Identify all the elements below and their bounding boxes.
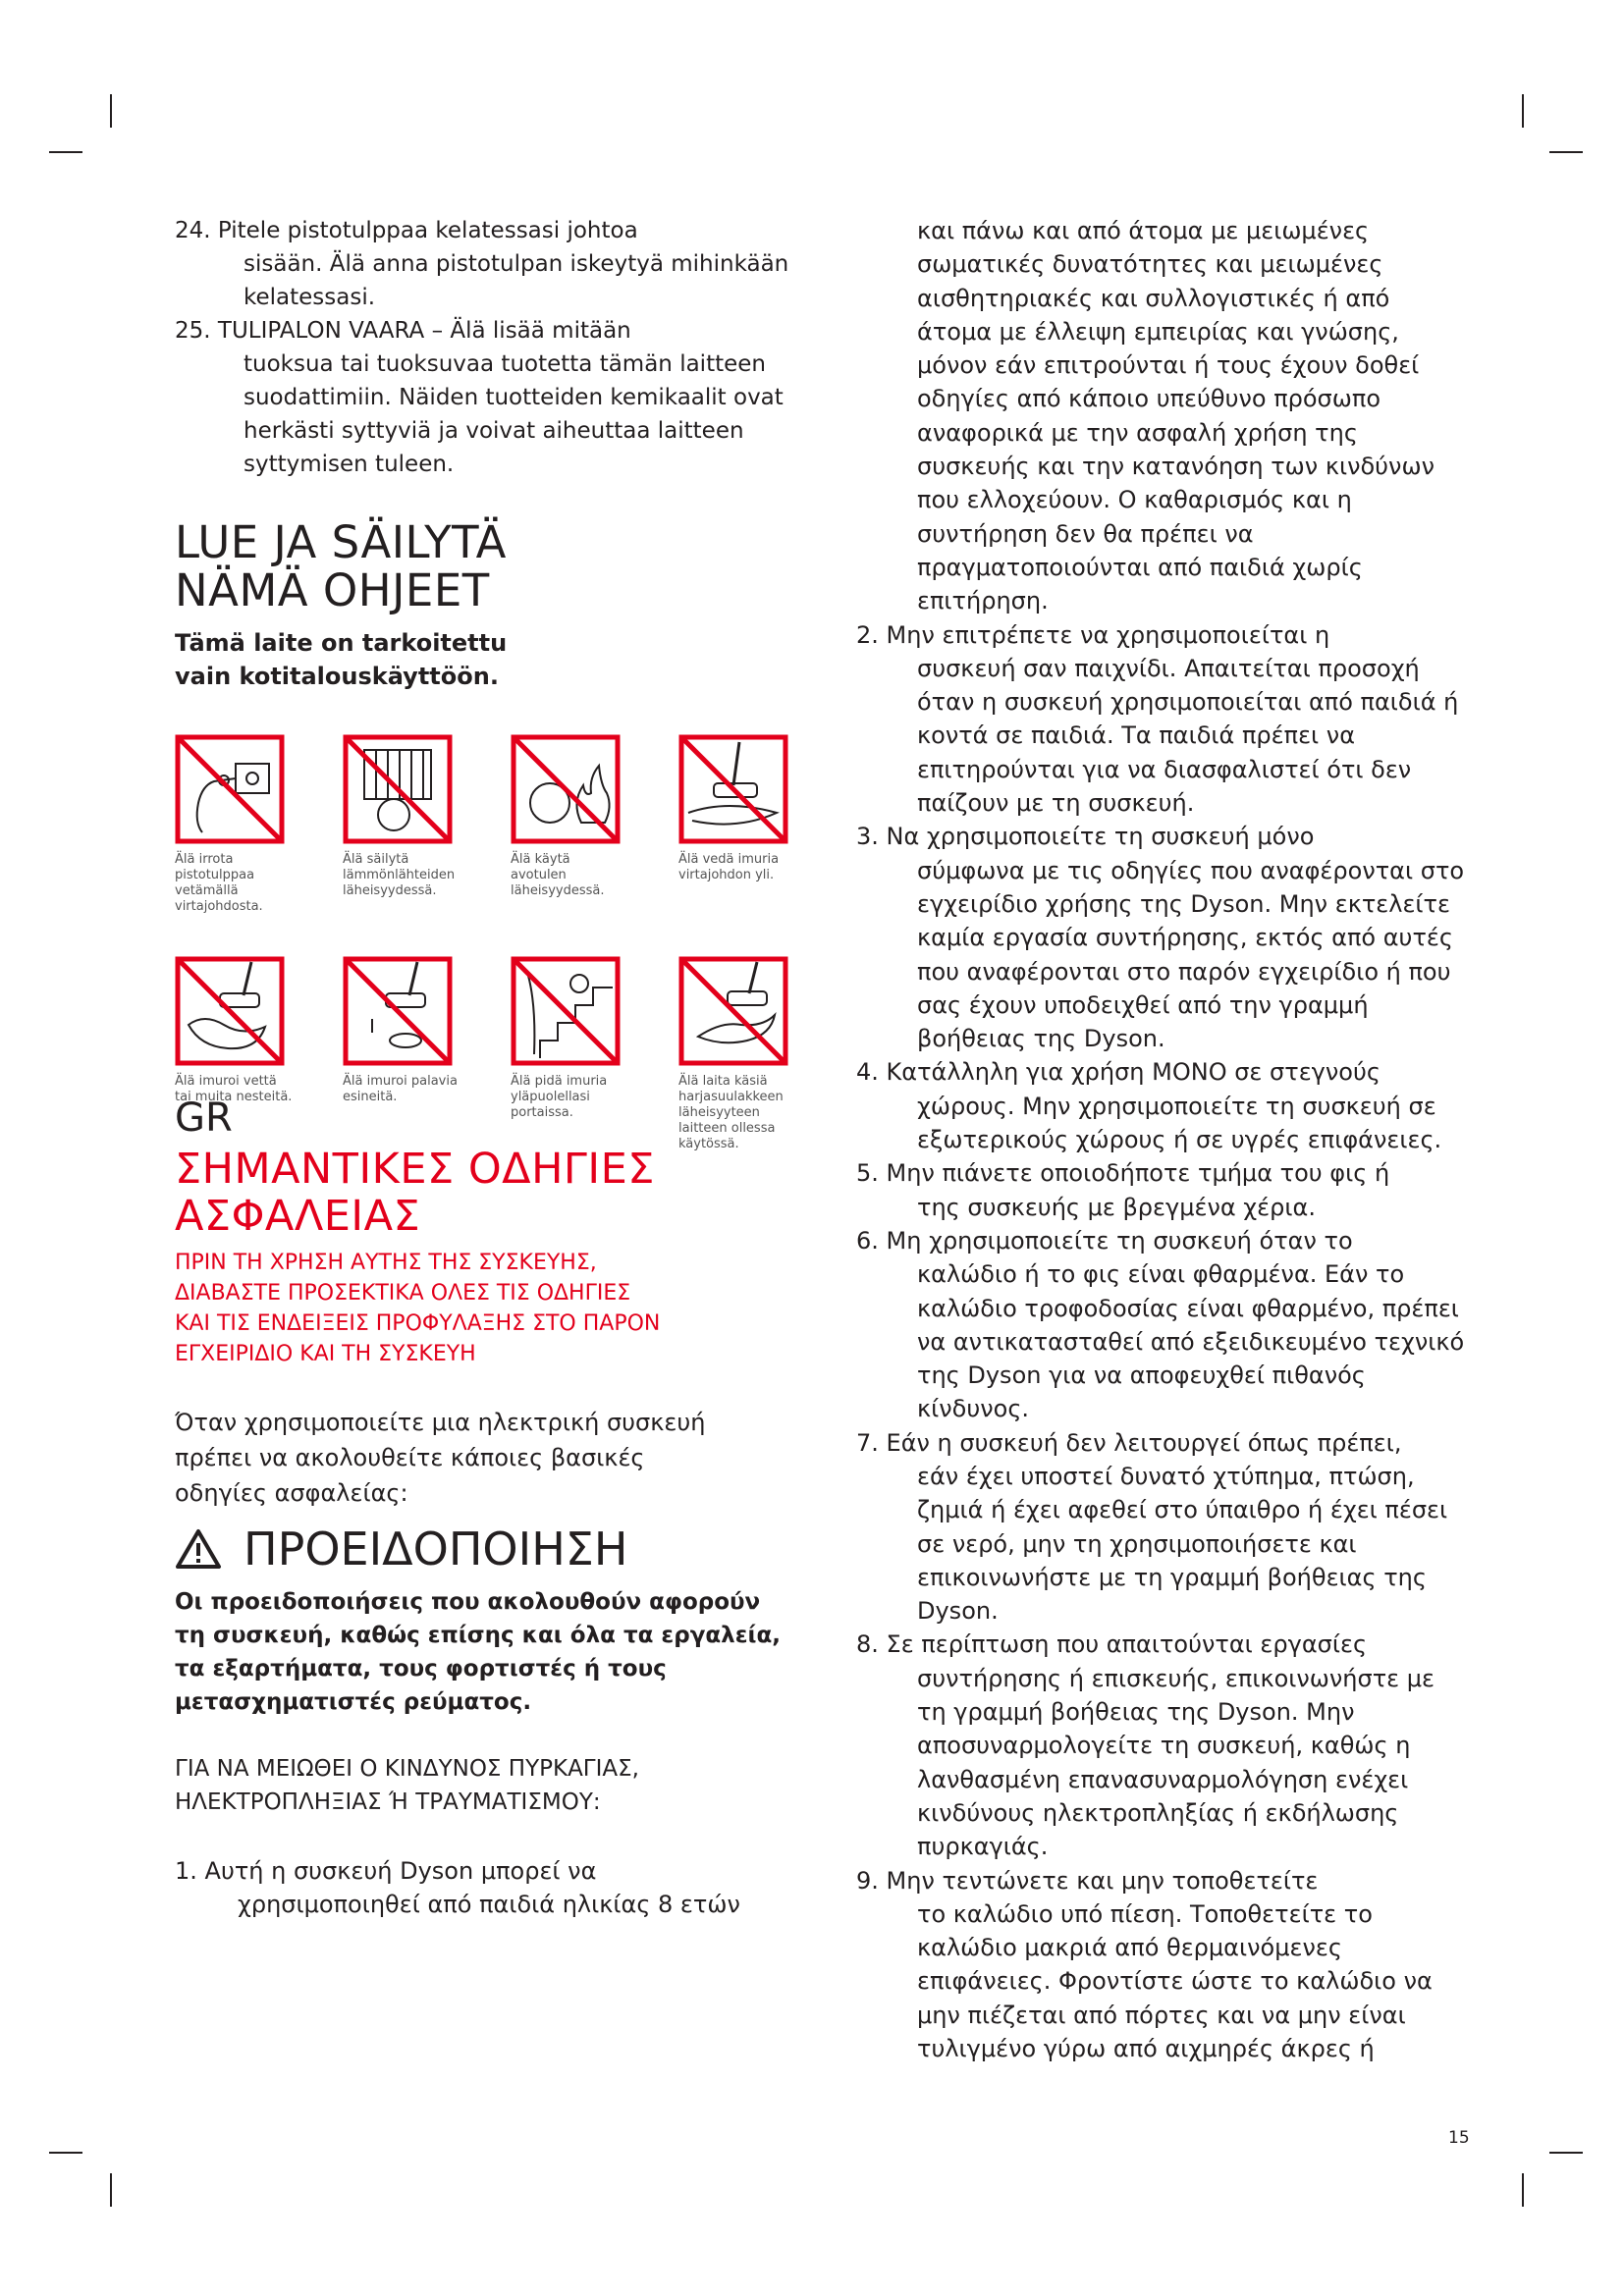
greek-intro <box>175 1405 803 1511</box>
finnish-title <box>175 518 803 614</box>
intro-line: οδηγίες ασφαλείας: <box>175 1479 408 1507</box>
crop-mark <box>1549 2152 1583 2154</box>
item-continuation: χρησιμοποιηθεί από παιδιά ηλικίας 8 ετών <box>238 1891 740 1919</box>
item-continuation: της συσκευής με βρεγμένα χέρια. <box>917 1193 1316 1221</box>
no-open-flame-icon <box>511 734 621 844</box>
item-first-line: 6. Μη χρησιμοποιείτε τη συσκευή όταν το <box>856 1226 1353 1255</box>
pictogram-caption: Älä käytä avotulen läheisyydessä. <box>511 852 605 898</box>
item-first-line: 8. Σε περίπτωση που απαιτούνται εργασίες <box>856 1630 1368 1659</box>
crop-mark <box>110 94 112 128</box>
no-liquids-icon <box>175 956 285 1066</box>
warning-line: τη συσκευή, καθώς επίσης και όλα τα εργαλεία, <box>175 1623 782 1648</box>
warning-line: τα εξαρτήματα, τους φορτιστές ή τους <box>175 1656 667 1682</box>
item-first-line: 7. Εάν η συσκευή δεν λειτουργεί όπως πρέπει, <box>856 1428 1402 1457</box>
greek-item <box>856 820 1465 1055</box>
item-first-line: 4. Κατάλληλη για χρήση ΜΟΝΟ σε στεγνούς <box>856 1058 1380 1087</box>
item-continuation: το καλώδιο υπό πίεση. Τοποθετείτε το καλώδιο μακριά από θερμαινόμενες επιφάνειες. Φροντίστε ώστε το καλώδιο να μην πιέζεται από πόρτες και να μην είναι τυλιγμένο γύρω από αιχμηρές άκρες ή <box>917 1899 1433 2063</box>
item-continuation: σύμφωνα με τις οδηγίες που αναφέρονται στο εγχειρίδιο χρήσης της Dyson. Μην εκτελείτε καμία εργασία συντήρησης, εκτός από αυτές που αναφέρονται στο παρόν εγχειρίδιο ή που σας έχουν υποδειχθεί από την γραμμή βοήθειας της Dyson. <box>917 856 1465 1053</box>
item-continuation: καλώδιο ή το φις είναι φθαρμένα. Εάν το καλώδιο τροφοδοσίας είναι φθαρμένο, πρέπει να αντικατασταθεί από εξειδικευμένο τεχνικό της Dyson για να αποφευχθεί πιθανός κίνδυνος. <box>917 1260 1465 1423</box>
title-line: ΣΗΜΑΝΤΙΚΕΣ ΟΔΗΓΙΕΣ <box>175 1145 655 1194</box>
pictogram-cord <box>678 734 846 956</box>
pictogram-stairs <box>511 956 678 1120</box>
pictogram-caption: Älä säilytä lämmönlähteiden läheisyydessä. <box>343 852 456 898</box>
item-continuation: χώρους. Μην χρησιμοποιείτε τη συσκευή σε εξωτερικούς χώρους ή σε υγρές επιφάνειες. <box>917 1092 1442 1154</box>
greek-item-1 <box>175 1854 803 1922</box>
greek-item <box>856 1426 1465 1629</box>
subtitle-line: ΠΡΙΝ ΤΗ ΧΡΗΣΗ ΑΥΤΗΣ ΤΗΣ ΣΥΣΚΕΥΗΣ, <box>175 1251 597 1275</box>
warning-line: μετασχηματιστές ρεύματος. <box>175 1689 532 1715</box>
left-column <box>175 214 803 1922</box>
title-line: ΑΣΦΑΛΕΙΑΣ <box>175 1192 421 1241</box>
pictogram-caption: Älä laita käsiä harjasuulakkeen läheisyyteen laitteen ollessa käytössä. <box>678 1074 784 1151</box>
intro-line: πρέπει να ακολουθείτε κάποιες βασικές <box>175 1444 645 1471</box>
right-column <box>856 214 1465 2065</box>
item-first-line: 24. Pitele pistotulppaa kelatessasi johtoa <box>175 218 638 243</box>
item-continuation: tuoksua tai tuoksuvaa tuotetta tämän laitteen suodattimiin. Näiden tuotteiden kemikaalit ovat herkästi syttyviä ja voivat aiheuttaa laitteen syttymisen tuleen. <box>244 351 784 477</box>
greek-items-list <box>856 618 1465 2066</box>
no-pull-cord-icon <box>175 734 285 844</box>
title-line: LUE JA SÄILYTÄ <box>175 516 507 568</box>
item-continuation: sisään. Älä anna pistotulpan iskeytyä mihinkään kelatessasi. <box>244 251 789 310</box>
item-first-line: 1. Αυτή η συσκευή Dyson μπορεί να <box>175 1857 597 1885</box>
warning-line: Οι προειδοποιήσεις που ακολουθούν αφορούν <box>175 1589 761 1615</box>
no-hands-near-brush-icon <box>678 956 788 1066</box>
pictogram-water <box>175 956 343 1104</box>
pictogram-caption: Älä pidä imuria yläpuolellasi portaissa. <box>511 1074 608 1120</box>
greek-item <box>856 1156 1465 1224</box>
pictogram-fire <box>511 734 678 956</box>
pictogram-caption: Älä imuroi palavia esineitä. <box>343 1074 458 1104</box>
finnish-item-25 <box>175 314 803 481</box>
greek-title <box>175 1146 803 1240</box>
pictogram-caption: Älä vedä imuria virtajohdon yli. <box>678 852 780 882</box>
no-run-over-cord-icon <box>678 734 788 844</box>
greek-item <box>856 1224 1465 1426</box>
pictogram-unplug <box>175 734 343 956</box>
crop-mark <box>1522 2173 1524 2207</box>
language-code: GR <box>175 1095 233 1141</box>
risk-heading <box>175 1752 803 1819</box>
finnish-item-24 <box>175 214 803 314</box>
pictogram-heat <box>343 734 511 956</box>
crop-mark <box>49 151 82 153</box>
subtitle-line: ΕΓΧΕΙΡΙΔΙΟ ΚΑΙ ΤΗ ΣΥΣΚΕΥΗ <box>175 1342 476 1366</box>
subtitle-line: ΔΙΑΒΑΣΤΕ ΠΡΟΣΕΚΤΙΚΑ ΟΛΕΣ ΤΙΣ ΟΔΗΓΙΕΣ <box>175 1281 631 1306</box>
item-first-line: 2. Μην επιτρέπετε να χρησιμοποιείται η <box>856 620 1330 649</box>
title-line: NÄMÄ OHJEET <box>175 564 490 616</box>
greek-item-1-continued <box>856 214 1465 618</box>
heading-line: ΓΙΑ ΝΑ ΜΕΙΩΘΕΙ Ο ΚΙΝΔΥΝΟΣ ΠΥΡΚΑΓΙΑΣ, <box>175 1756 639 1782</box>
item-continuation: συντήρησης ή επισκευής, επικοινωνήστε με τη γραμμή βοήθειας της Dyson. Μην αποσυναρμολογείτε τη συσκευή, καθώς η λανθασμένη επανασυναρμολόγηση ενέχει κινδύνους ηλεκτροπληξίας ή εκδήλωσης πυρκαγιάς. <box>917 1664 1435 1861</box>
page-number: 15 <box>1448 2128 1470 2148</box>
greek-item <box>856 1864 1465 2066</box>
warning-text <box>175 1585 803 1719</box>
finnish-subtitle <box>175 626 803 693</box>
item-first-line: 5. Μην πιάνετε οποιοδήποτε τμήμα του φις ή <box>856 1159 1390 1188</box>
pictogram-burning <box>343 956 511 1104</box>
greek-item <box>856 1628 1465 1863</box>
intro-line: Όταν χρησιμοποιείτε μια ηλεκτρική συσκευή <box>175 1409 706 1436</box>
subtitle-line: vain kotitalouskäyttöön. <box>175 663 499 690</box>
warning-title: ΠΡΟΕΙΔΟΠΟΙΗΣΗ <box>244 1522 628 1575</box>
no-vacuum-above-stairs-icon <box>511 956 621 1066</box>
warning-triangle-icon <box>175 1528 222 1570</box>
warning-heading <box>175 1524 803 1574</box>
pictogram-hands <box>678 956 846 1151</box>
item-first-line: 25. TULIPALON VAARA – Älä lisää mitään <box>175 318 631 344</box>
item-continuation: και πάνω και από άτομα με μειωμένες σωματικές δυνατότητες και μειωμένες αισθητηριακές και συλλογιστικές ή από άτομα με έλλειψη εμπειρίας και γνώσης, μόνον εάν επιτρούνται ή τους έχουν δοθεί οδηγίες από κάποιο υπεύθυνο πρόσωπο αναφορικά με την ασφαλή χρήση της συσκευής και την κατανόηση των κινδύνων που ελλοχεύουν. Ο καθαρισμός και η συντήρηση δεν θα πρέπει να πραγματοποιούνται από παιδιά χωρίς επιτήρηση. <box>917 217 1435 615</box>
crop-mark <box>1549 151 1583 153</box>
crop-mark <box>49 2152 82 2154</box>
no-heat-source-icon <box>343 734 453 844</box>
greek-subtitle <box>175 1248 803 1369</box>
item-continuation: εάν έχει υποστεί δυνατό χτύπημα, πτώση, ζημιά ή έχει αφεθεί στο ύπαιθρο ή έχει πέσει σε νερό, μην τη χρησιμοποιήσετε και επικοινωνήστε με τη γραμμή βοήθειας της Dyson. <box>917 1462 1448 1626</box>
no-burning-objects-icon <box>343 956 453 1066</box>
crop-mark <box>110 2173 112 2207</box>
heading-line: ΗΛΕΚΤΡΟΠΛΗΞΙΑΣ Ή ΤΡΑΥΜΑΤΙΣΜΟΥ: <box>175 1789 601 1815</box>
item-continuation: συσκευή σαν παιχνίδι. Απαιτείται προσοχή όταν η συσκευή χρησιμοποιείται από παιδιά ή κοντά σε παιδιά. Τα παιδιά πρέπει να επιτηρούνται για να διασφαλιστεί ότι δεν παίζουν με τη συσκευή. <box>917 654 1459 818</box>
pictogram-caption: Älä imuroi vettä tai muita nesteitä. <box>175 1074 293 1104</box>
greek-item <box>856 618 1465 821</box>
pictogram-caption: Älä irrota pistotulppaa vetämällä virtajohdosta. <box>175 852 263 914</box>
item-first-line: 9. Μην τεντώνετε και μην τοποθετείτε <box>856 1866 1319 1895</box>
subtitle-line: Tämä laite on tarkoitettu <box>175 629 508 657</box>
item-first-line: 3. Να χρησιμοποιείτε τη συσκευή μόνο <box>856 823 1315 851</box>
greek-item <box>856 1055 1465 1156</box>
subtitle-line: ΚΑΙ ΤΙΣ ΕΝΔΕΙΞΕΙΣ ΠΡΟΦΥΛΑΞΗΣ ΣΤΟ ΠΑΡΟΝ <box>175 1311 661 1336</box>
crop-mark <box>1522 94 1524 128</box>
